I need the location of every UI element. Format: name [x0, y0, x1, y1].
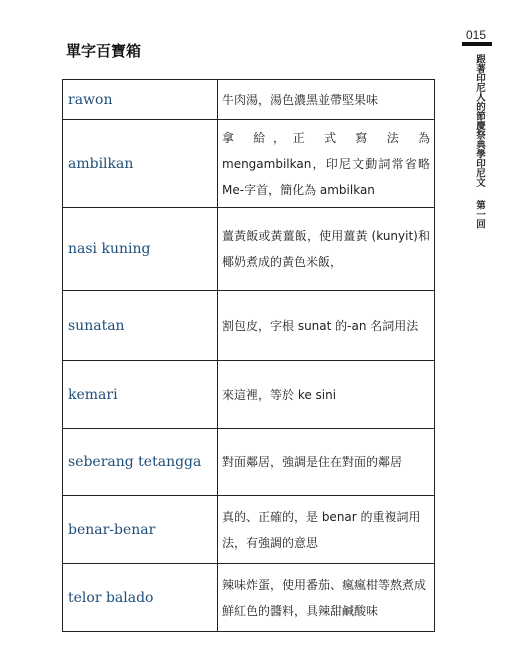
vocab-definition: 牛肉湯，湯色濃黑並帶堅果味 [218, 80, 435, 120]
vocab-term: sunatan [63, 291, 218, 361]
vocab-term: telor balado [63, 564, 218, 632]
box-title: 單字百寶箱 [66, 42, 142, 60]
vocab-term: seberang tetangga [63, 429, 218, 496]
side-running-title: 跟著印尼人的節慶祭典學印尼文 [474, 54, 485, 187]
vocabulary-table [62, 79, 435, 632]
vocab-definition: 拿 給，正 式 寫 法 為 mengambilkan，印尼文動詞常省略 Me-字首，簡化為 ambilkan [218, 120, 435, 208]
table-row [63, 120, 435, 208]
table-row [63, 80, 435, 120]
vocab-definition: 來這裡，等於 ke sini [218, 361, 435, 429]
page-number: 015 [466, 28, 487, 42]
vocab-definition: 真的、正確的，是 benar 的重複詞用法，有強調的意思 [218, 496, 435, 564]
table-row [63, 208, 435, 291]
vocab-term: rawon [63, 80, 218, 120]
table-row [63, 291, 435, 361]
vocab-definition: 對面鄰居，強調是住在對面的鄰居 [218, 429, 435, 496]
vocab-term: benar-benar [63, 496, 218, 564]
vocab-term: kemari [63, 361, 218, 429]
table-row [63, 361, 435, 429]
side-chapter-label: 第一回 [474, 200, 485, 229]
vocab-definition: 薑黃飯或黃薑飯，使用薑黃 (kunyit)和椰奶煮成的黃色米飯， [218, 208, 435, 291]
table-row [63, 496, 435, 564]
vocab-definition: 辣味炸蛋，使用番茄、瘋瘋柑等熬煮成鮮紅色的醬料，具辣甜鹹酸味 [218, 564, 435, 632]
vocab-term: ambilkan [63, 120, 218, 208]
table-row [63, 564, 435, 632]
table-row [63, 429, 435, 496]
page-number-bar [462, 42, 492, 46]
vocab-term: nasi kuning [63, 208, 218, 291]
vocab-definition: 割包皮，字根 sunat 的-an 名詞用法 [218, 291, 435, 361]
